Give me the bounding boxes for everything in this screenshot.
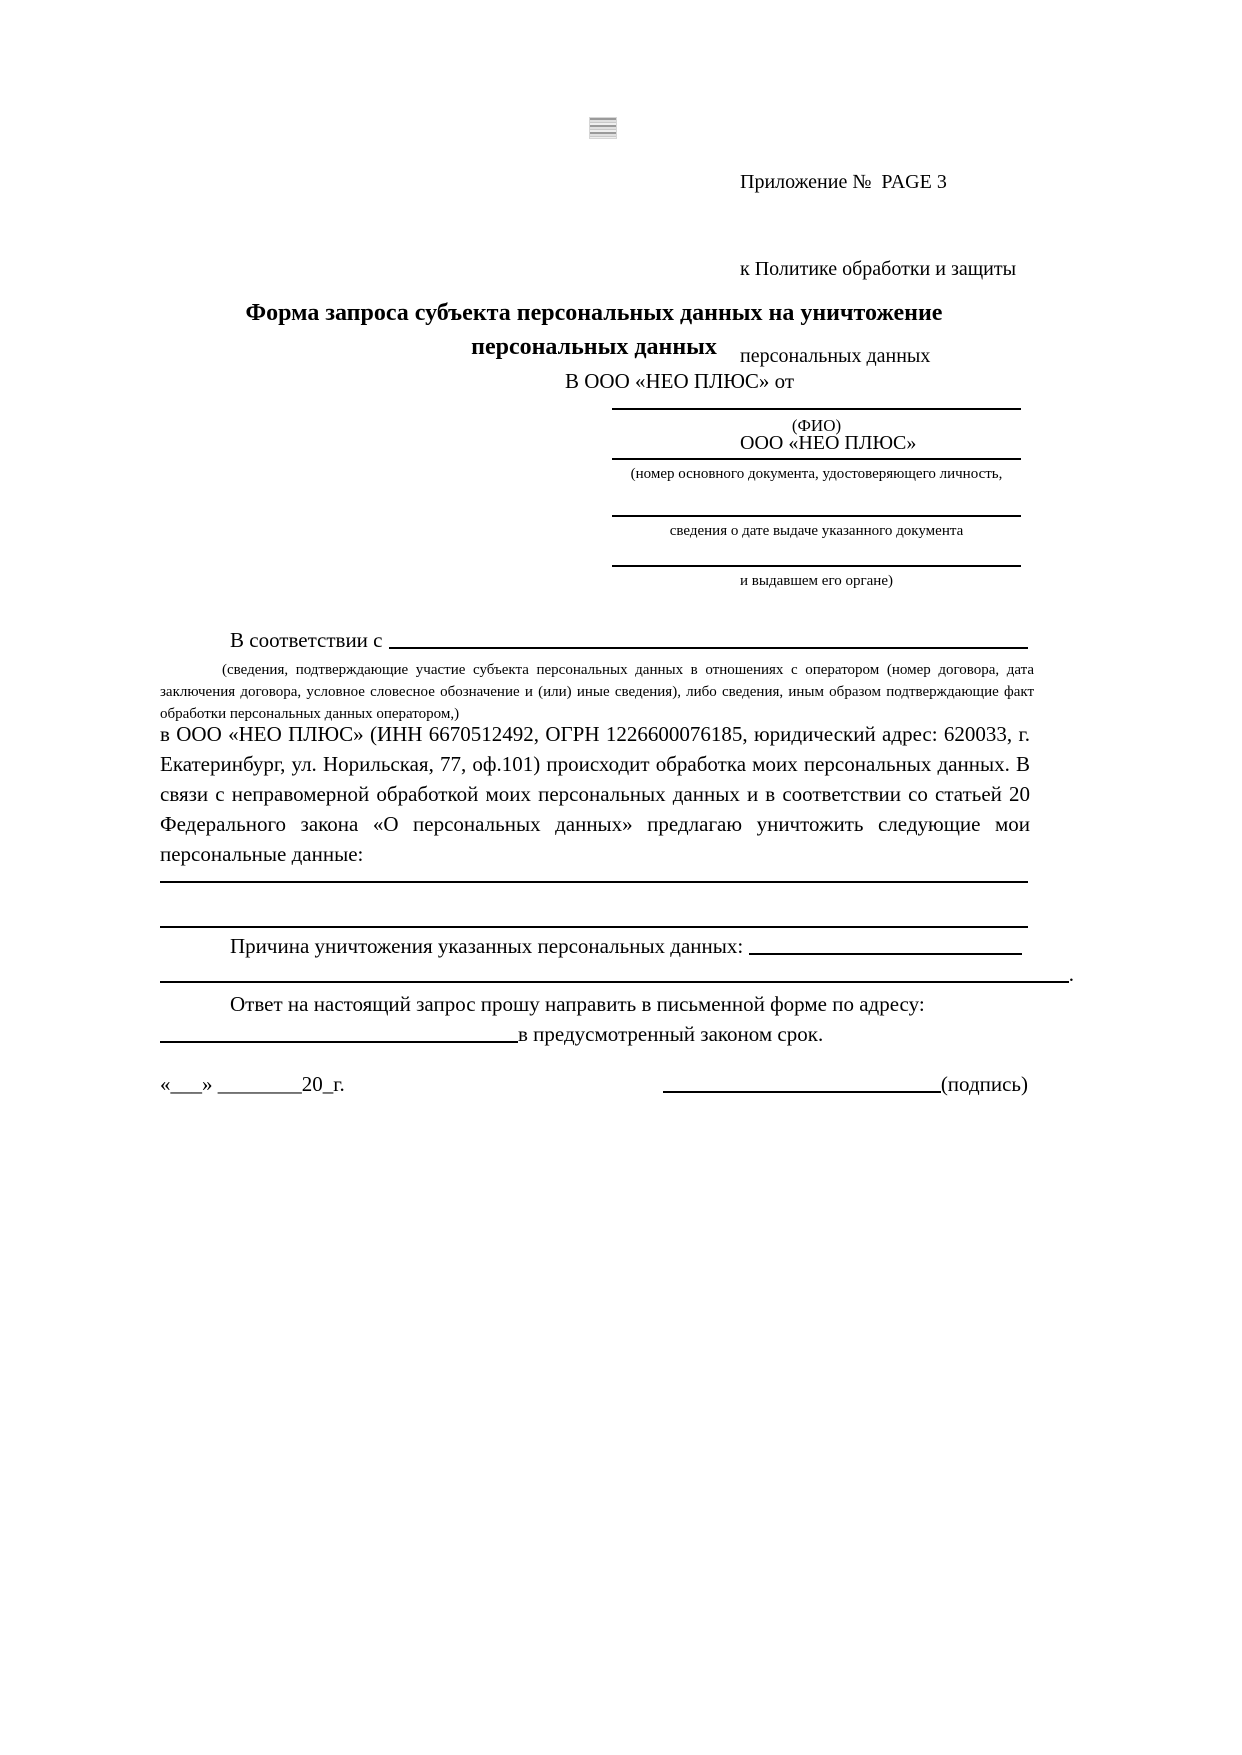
reason-input-line-2 xyxy=(160,981,1069,983)
personal-data-input-line-1 xyxy=(160,881,1028,883)
personal-data-input-line-2 xyxy=(160,926,1028,928)
issue-org-label: и выдавшем его органе) xyxy=(740,573,893,589)
signature-input-line xyxy=(663,1091,941,1093)
issue-date-input-line xyxy=(612,515,1021,517)
issue-date-label: сведения о дате выдаче указанного документа xyxy=(669,523,964,539)
doc-number-label: (номер основного документа, удостоверяющего личность, xyxy=(630,466,1003,482)
body-paragraph: в ООО «НЕО ПЛЮС» (ИНН 6670512492, ОГРН 1226600076185, юридический адрес: 620033, г. Екатеринбург, ул. Норильская, 77, оф.101) происходит обработка моих персональных данных. В связи с неправомерной обработкой моих персональных данных и в соответствии со статьей 20 Федерального закона «О персональных данных» предлагаю уничтожить следующие мои персональные данные: xyxy=(160,722,1030,866)
reason-input-line xyxy=(749,953,1022,955)
form-title xyxy=(160,296,1028,364)
accordance-row xyxy=(160,628,1028,653)
signature-label: (подпись) xyxy=(940,1072,1028,1096)
policy-reference-line1: к Политике обработки и защиты xyxy=(740,258,1017,280)
doc-number-input-line xyxy=(612,458,1021,460)
form-title-line2: персональных данных xyxy=(471,334,717,360)
response-deadline: в предусмотренный законом срок. xyxy=(518,1022,824,1046)
fio-label: (ФИО) xyxy=(791,416,842,435)
date-line: «___» ________20_г. xyxy=(160,1072,345,1096)
appendix-number: Приложение № PAGE 3 xyxy=(740,171,947,193)
form-title-line1: Форма запроса субъекта персональных данных на уничтожение xyxy=(245,300,943,326)
accordance-prefix: В соответствии с xyxy=(230,628,383,652)
reason-row xyxy=(160,934,1022,959)
response-request-line: Ответ на настоящий запрос прошу направить в письменной форме по адресу: xyxy=(230,992,925,1016)
reason-label: Причина уничтожения указанных персональных данных: xyxy=(230,934,744,958)
reason-line-period: . xyxy=(1068,962,1074,986)
fio-input-line xyxy=(612,408,1021,410)
addressee-line: В ООО «НЕО ПЛЮС» от xyxy=(565,369,795,393)
date-signature-row xyxy=(160,1072,1028,1097)
field-code-marker-icon xyxy=(590,118,616,138)
address-input-line xyxy=(160,1041,518,1043)
accordance-input-line xyxy=(389,647,1029,649)
signature-group xyxy=(663,1072,1028,1097)
policy-reference-line2: персональных данных xyxy=(740,345,931,367)
company-name: ООО «НЕО ПЛЮС» xyxy=(740,432,917,454)
response-address-row xyxy=(160,1022,1028,1047)
accordance-note: (сведения, подтверждающие участие субъекта персональных данных в отношениях с оператором (номер договора, дата заключения договора, условное словесное обозначение и (или) иные сведения), либо сведения, иным образом подтверждающие факт обработки персональных данных оператором,) xyxy=(160,662,1034,722)
issue-org-input-line xyxy=(612,565,1021,567)
reason-continuation-row xyxy=(160,962,1074,987)
